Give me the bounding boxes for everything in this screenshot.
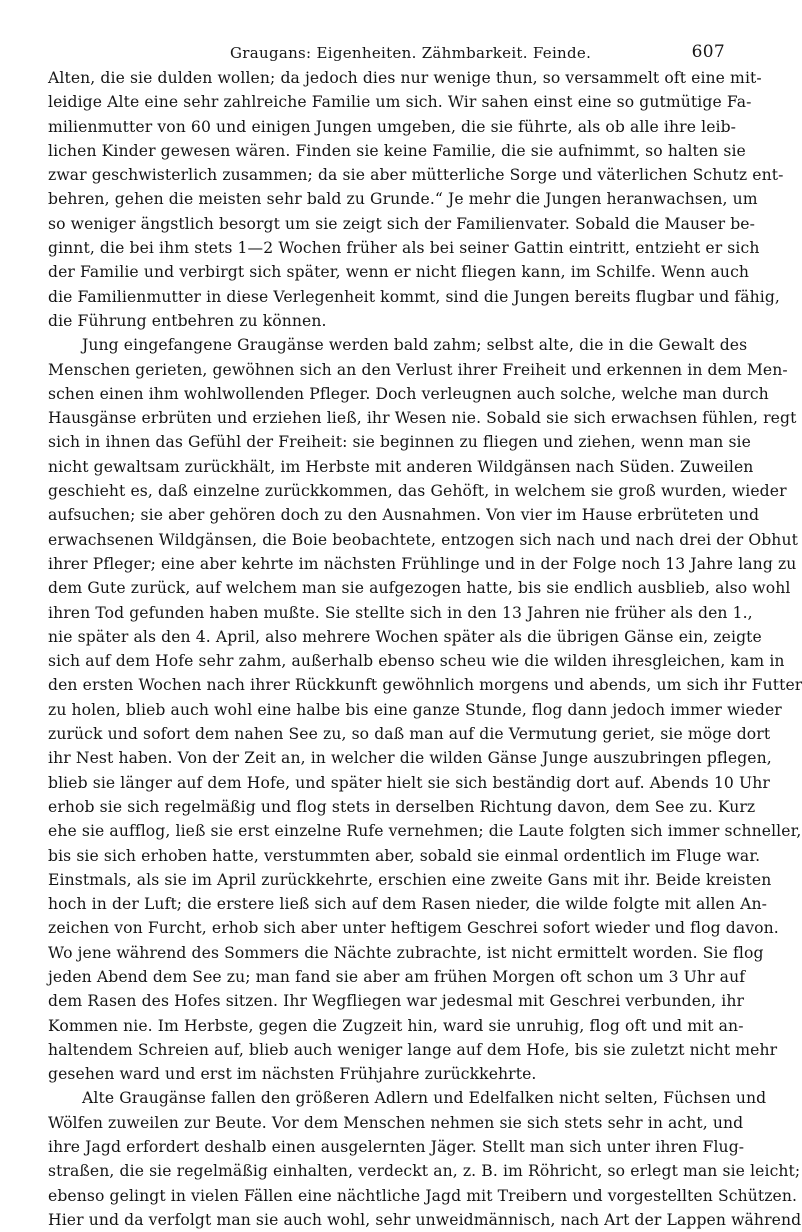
paragraph <box>48 66 784 333</box>
text-line: straßen, die sie regelmäßig einhalten, verdeckt an, z. B. im Röhricht, so erlegt man sie leicht; <box>48 1162 801 1181</box>
text-line: zwar geschwisterlich zusammen; da sie aber mütterliche Sorge und väterlichen Schutz ent- <box>48 166 784 185</box>
text-line: Alten, die sie dulden wollen; da jedoch dies nur wenige thun, so versammelt oft eine mit- <box>48 69 762 87</box>
text-line: Hausgänse erbrüten und erziehen ließ, ihr Wesen nie. Sobald sie sich erwachsen fühlen, regt <box>48 409 797 428</box>
text-line: so weniger ängstlich besorgt um sie zeigt sich der Familienvater. Sobald die Mauser be- <box>48 214 755 233</box>
text-line: zurück und sofort dem nahen See zu, so daß man auf die Vermutung geriet, sie möge dort <box>48 725 771 744</box>
text-line: blieb sie länger auf dem Hofe, und später hielt sie sich beständig dort auf. Abends 10 Uhr <box>48 773 770 792</box>
text-line: Kommen nie. Im Herbste, gegen die Zugzeit hin, ward sie unruhig, flog oft und mit an- <box>48 1016 744 1035</box>
text-line: milienmutter von 60 und einigen Jungen umgeben, die sie führte, als ob alle ihre leib- <box>48 117 737 136</box>
text-line: Einstmals, als sie im April zurückkehrte, erschien eine zweite Gans mit ihr. Beide kreisten <box>48 870 772 889</box>
text-line: Wo jene während des Sommers die Nächte zubrachte, ist nicht ermittelt worden. Sie flog <box>48 943 764 962</box>
text-line: schen einen ihm wohlwollenden Pfleger. Doch verleugnen auch solche, welche man durch <box>48 384 769 403</box>
text-line: Menschen gerieten, gewöhnen sich an den Verlust ihrer Freiheit und erkennen in dem Men- <box>48 360 788 379</box>
text-line: erwachsenen Wildgänsen, die Boie beobachtete, entzogen sich nach und nach drei der Obhut <box>48 530 798 549</box>
text-line: ebenso gelingt in vielen Fällen eine nächtliche Jagd mit Treibern und vorgestellten Schützen. <box>48 1186 798 1205</box>
text-line: zu holen, blieb auch wohl eine halbe bis eine ganze Stunde, flog dann jedoch immer wieder <box>48 700 782 719</box>
text-line: ihre Jagd erfordert deshalb einen ausgelernten Jäger. Stellt man sich unter ihren Flug- <box>48 1138 745 1157</box>
text-line: behren, gehen die meisten sehr bald zu Grunde.“ Je mehr die Jungen heranwachsen, um <box>48 190 758 209</box>
text-line: Jung eingefangene Graugänse werden bald zahm; selbst alte, die in die Gewalt des <box>82 336 748 355</box>
text-line: nie später als den 4. April, also mehrere Wochen später als die übrigen Gänse ein, zeigte <box>48 627 762 646</box>
text-line: jeden Abend dem See zu; man fand sie aber am frühen Morgen oft schon um 3 Uhr auf <box>48 967 746 986</box>
text-line: gesehen ward und erst im nächsten Frühjahre zurückkehrte. <box>48 1065 537 1084</box>
text-line: dem Gute zurück, auf welchem man sie aufgezogen hatte, bis sie endlich ausblieb, also wohl <box>48 579 791 598</box>
text-line: dem Rasen des Hofes sitzen. Ihr Wegfliegen war jedesmal mit Geschrei verbunden, ihr <box>48 992 745 1011</box>
text-line: haltendem Schreien auf, blieb auch weniger lange auf dem Hofe, bis sie zuletzt nicht mehr <box>48 1040 778 1059</box>
text-line: Alte Graugänse fallen den größeren Adlern und Edelfalken nicht selten, Füchsen und <box>82 1089 767 1108</box>
text-line: ihr Nest haben. Von der Zeit an, in welcher die wilden Gänse Junge auszubringen pflegen, <box>48 749 772 768</box>
text-line: ihren Tod gefunden haben mußte. Sie stellte sich in den 13 Jahren nie früher als den 1., <box>48 603 753 622</box>
text-line: nicht gewaltsam zurückhält, im Herbste mit anderen Wildgänsen nach Süden. Zuweilen <box>48 457 754 476</box>
text-line: ginnt, die bei ihm stets 1—2 Wochen früher als bei seiner Gattin eintritt, entzieht er sich <box>48 239 760 258</box>
text-line: Wölfen zuweilen zur Beute. Vor dem Menschen nehmen sie sich stets sehr in acht, und <box>48 1113 744 1132</box>
running-title: Graugans: Eigenheiten. Zähmbarkeit. Feinde. <box>230 44 592 62</box>
text-line: sich in ihnen das Gefühl der Freiheit: sie beginnen zu fliegen und ziehen, wenn man sie <box>48 433 751 452</box>
text-line: die Führung entbehren zu können. <box>48 311 327 330</box>
text-line: den ersten Wochen nach ihrer Rückkunft gewöhnlich morgens und abends, um sich ihr Futter <box>48 676 802 695</box>
text-line: hoch in der Luft; die erstere ließ sich auf dem Rasen nieder, die wilde folgte mit allen An- <box>48 895 767 914</box>
text-line: bis sie sich erhoben hatte, verstummten aber, sobald sie einmal ordentlich im Fluge war. <box>48 846 761 865</box>
text-line: die Familienmutter in diese Verlegenheit kommt, sind die Jungen bereits flugbar und fähig, <box>48 287 780 306</box>
text-line: Hier und da verfolgt man sie auch wohl, sehr unweidmännisch, nach Art der Lappen während <box>48 1210 802 1229</box>
text-line: leidige Alte eine sehr zahlreiche Familie um sich. Wir sahen einst eine so gutmütige Fa- <box>48 93 752 112</box>
text-line: erhob sie sich regelmäßig und flog stets in derselben Richtung davon, dem See zu. Kurz <box>48 797 756 816</box>
text-line: lichen Kinder gewesen wären. Finden sie keine Familie, die sie aufnimmt, so halten sie <box>48 141 746 160</box>
text-line: sich auf dem Hofe sehr zahm, außerhalb ebenso scheu wie die wilden ihresgleichen, kam in <box>48 652 785 671</box>
text-line: ehe sie aufflog, ließ sie erst einzelne Rufe vernehmen; die Laute folgten sich immer schneller, <box>48 822 802 841</box>
running-head <box>50 36 729 64</box>
text-line: ihrer Pfleger; eine aber kehrte im nächsten Frühlinge und in der Folge noch 13 Jahre lang zu <box>48 554 797 573</box>
page-number: 607 <box>691 42 725 62</box>
text-line: geschieht es, daß einzelne zurückkommen, das Gehöft, in welchem sie groß wurden, wieder <box>48 482 787 501</box>
paragraph <box>48 1086 802 1232</box>
text-line: zeichen von Furcht, erhob sich aber unter heftigem Geschrei sofort wieder und flog davon. <box>48 919 779 938</box>
body-text <box>48 66 802 1232</box>
text-line: aufsuchen; sie aber gehören doch zu den Ausnahmen. Von vier im Hause erbrüteten und <box>48 506 760 525</box>
text-line: der Familie und verbirgt sich später, wenn er nicht fliegen kann, im Schilfe. Wenn auch <box>48 263 750 282</box>
paragraph <box>48 333 802 1086</box>
